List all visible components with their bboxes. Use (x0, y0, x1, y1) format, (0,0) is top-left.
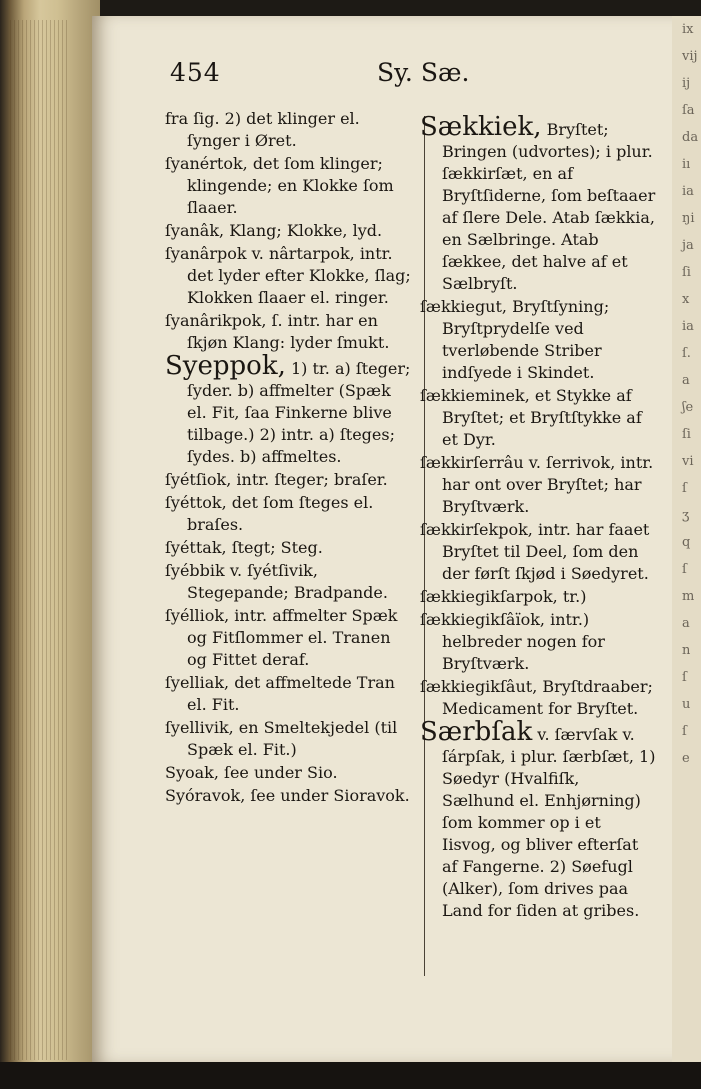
dictionary-entry (165, 108, 413, 152)
entry-text: ſækkirſerrâu v. ſerrivok, intr. har ont over Bryſtet; har Bryſtværk. (420, 453, 654, 516)
edge-fragment: e (682, 751, 690, 766)
entry-text: ſækkiegikſarpok, tr.) (420, 587, 587, 606)
entry-headword: Syeppok, (165, 351, 286, 381)
dictionary-entry (420, 609, 656, 675)
bottom-shadow (0, 1062, 701, 1089)
entry-text: ſyanértok, det ſom klinger; klingende; en Klokke ſom ſlaaer. (165, 154, 394, 217)
edge-fragment: a (682, 616, 690, 631)
dictionary-entry (420, 519, 656, 585)
entry-text: ſækkiegikſâïok, intr.) helbreder nogen for Bryſtværk. (420, 610, 605, 673)
entry-text: ſækkieminek, et Stykke af Bryſtet; et Bryſtſtykke af et Dyr. (420, 386, 642, 449)
entry-text: ſækkiegikſâut, Bryſtdraaber; Medicament for Bryſtet. (420, 677, 653, 718)
dictionary-entry (420, 717, 656, 922)
edge-fragment: x (682, 292, 690, 307)
dictionary-entry (420, 112, 656, 295)
entry-text: Bryſtet; Bringen (udvortes); i plur. ſækkirſæt, en af Bryſtſiderne, ſom beſtaaer af ſlere Dele. Atab ſækkia, en Sælbringe. Atab ſækkee, det halve af et Sælbryſt. (442, 120, 656, 293)
edge-fragment: ſa (682, 103, 695, 118)
edge-fragment: iı (682, 157, 691, 172)
page-number: 454 (170, 58, 221, 87)
edge-fragment: ſi (682, 427, 691, 442)
dictionary-entry (420, 586, 656, 608)
edge-fragment: ſi (682, 265, 691, 280)
edge-fragment: ſ. (682, 346, 691, 361)
dictionary-entry (165, 672, 413, 716)
entry-text: ſyanârpok v. nârtarpok, intr. det lyder efter Klokke, ſlag; Klokken ſlaaer el. ringer. (165, 244, 411, 307)
facing-page-edge (672, 16, 701, 1062)
running-head: Sy. Sæ. (377, 58, 470, 87)
entry-text: ſyanârikpok, ſ. intr. har en ſkjøn Klang: lyder ſmukt. (165, 311, 390, 352)
dictionary-entry (165, 605, 413, 671)
page-header (0, 58, 701, 98)
dictionary-entry (165, 785, 413, 807)
edge-fragment: ia (682, 319, 694, 334)
edge-fragment: ix (682, 22, 694, 37)
edge-fragment: ſ (682, 724, 687, 739)
edge-fragment: ſ (682, 562, 687, 577)
left-column (165, 108, 413, 808)
edge-fragment: da (682, 130, 699, 145)
entry-text: fra ſig. 2) det klinger el. ſynger i Øret. (165, 109, 360, 150)
entry-headword: Sækkiek, (420, 112, 542, 142)
dictionary-entry (165, 243, 413, 309)
edge-fragment: vi (682, 454, 694, 469)
dictionary-entry (420, 385, 656, 451)
entry-text: ſækkiegut, Bryſtſyning; Bryſtprydelſe ved tverløbende Striber indſyede i Skindet. (420, 297, 610, 382)
dictionary-entry (165, 469, 413, 491)
entry-text: ſyellivik, en Smeltekjedel (til Spæk el. Fit.) (165, 718, 398, 759)
edge-fragment: u (682, 697, 691, 712)
edge-fragment: ſ (682, 670, 687, 685)
dictionary-entry (165, 492, 413, 536)
edge-fragment: m (682, 589, 695, 604)
edge-fragment: q (682, 535, 691, 550)
entry-text: Syóravok, ſee under Sioravok. (165, 786, 410, 805)
entry-text: ſyélliok, intr. affmelter Spæk og Fitſlommer el. Tranen og Fittet deraf. (165, 606, 398, 669)
dictionary-entry (165, 537, 413, 559)
edge-fragment: n (682, 643, 691, 658)
dictionary-entry (165, 153, 413, 219)
entry-text: ſyétſiok, intr. ſteger; braſer. (165, 470, 388, 489)
book-spine (0, 0, 100, 1089)
entry-text: ſyéttak, ſtegt; Steg. (165, 538, 323, 557)
edge-fragment: ſ (682, 481, 687, 496)
entry-text: ſækkirſekpok, intr. har faaet Bryſtet til Deel, ſom den der førſt ſkjød i Søedyret. (420, 520, 650, 583)
entry-text: v. ſærvſak v. ſárpſak, i plur. ſærbſæt, 1) Søedyr (Hvalfiſk, Sælhund el. Enhjørning) ſom kommer op i et Iisvog, og bliver efterſat af Fangerne. 2) Søefugl (Alker), ſom drives paa Land for ſiden at gribes. (442, 725, 656, 920)
dictionary-entry (165, 717, 413, 761)
dictionary-entry (165, 560, 413, 604)
entry-text: Syoak, ſee under Sio. (165, 763, 338, 782)
edge-fragment: ij (682, 76, 691, 91)
dictionary-entry (420, 296, 656, 384)
dictionary-entry (165, 310, 413, 354)
edge-fragment: vij (682, 49, 698, 64)
entry-text: ſyéttok, det ſom ſteges el. braſes. (165, 493, 374, 534)
right-column (420, 112, 656, 923)
edge-fragment: a (682, 373, 690, 388)
edge-fragment: ʒ (682, 508, 690, 523)
entry-text: ſyébbik v. ſyétſivik, Stegepande; Bradpande. (165, 561, 388, 602)
entry-text: ſyelliak, det affmeltede Tran el. Fit. (165, 673, 395, 714)
dictionary-entry (420, 452, 656, 518)
dictionary-entry (420, 676, 656, 720)
edge-fragment: ja (682, 238, 694, 253)
spine-page-edges (10, 20, 70, 1060)
edge-fragment: ʃe (682, 400, 694, 415)
dictionary-entry (165, 762, 413, 784)
entry-text: ſyanâk, Klang; Klokke, lyd. (165, 221, 383, 240)
edge-fragment: ŋi (682, 211, 695, 226)
dictionary-entry (165, 351, 413, 468)
dictionary-entry (165, 220, 413, 242)
entry-text: 1) tr. a) ſteger; ſyder. b) affmelter (Spæk el. Fit, ſaa Finkerne blive tilbage.) 2) intr. a) ſteges; ſydes. b) affmeltes. (187, 359, 411, 466)
entry-headword: Særbſak (420, 717, 533, 747)
edge-fragment: ia (682, 184, 694, 199)
